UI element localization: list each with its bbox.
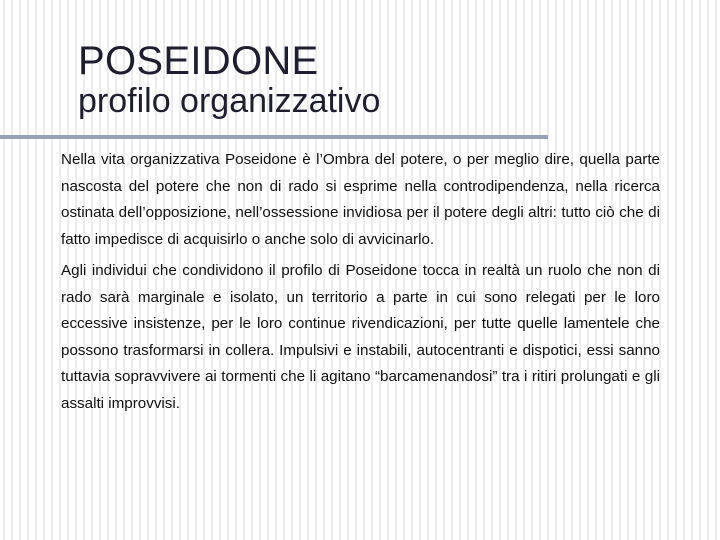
slide-title: POSEIDONE [78, 39, 319, 83]
body-paragraph: Agli individui che condividono il profilo di Poseidone tocca in realtà un ruolo che non di rado sarà marginale e isolato, un territorio a parte in cui sono relegati per le loro eccessive insistenze, per le loro continue rivendicazioni, per tutte quelle lamentele che possono trasformarsi in collera. Impulsivi e instabili, autocentranti e dispotici, essi sanno tuttavia sopravvivere ai tormenti che li agitano “barcamenandosi” tra i ritiri prolungati e gli assalti improvvisi. [61, 262, 660, 412]
slide-body [61, 147, 660, 417]
slide-subtitle: profilo organizzativo [78, 82, 381, 120]
body-paragraph: Nella vita organizzativa Poseidone è l’Ombra del potere, o per meglio dire, quella parte nascosta del potere che non di rado si esprime nella controdipendenza, nella ricerca ostinata dell’opposizione, nell’ossessione invidiosa per il potere degli altri: tutto ciò che di fatto impedisce di acquisirlo o anche solo di avvicinarlo. [61, 151, 660, 248]
title-divider [0, 135, 548, 139]
